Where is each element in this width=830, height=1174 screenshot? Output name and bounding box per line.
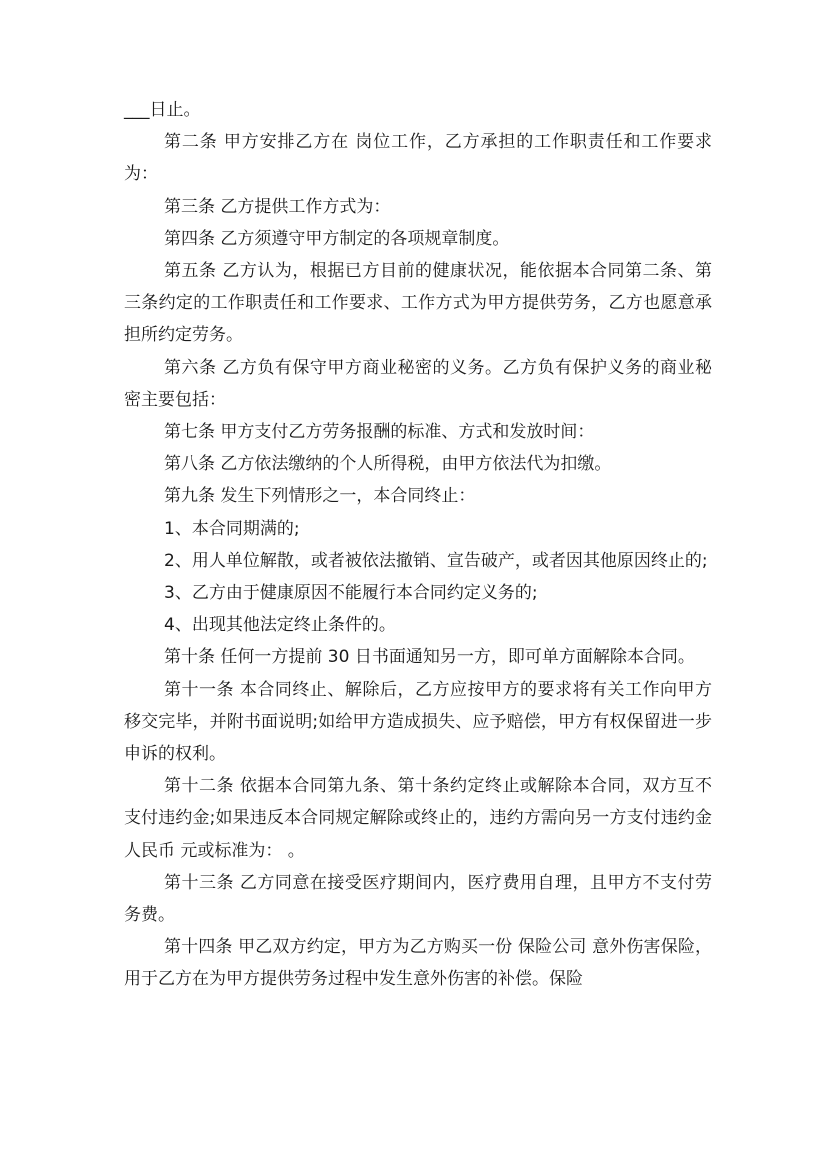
contract-paragraph: 第十二条 依据本合同第九条、第十条约定终止或解除本合同，双方互不支付违约金;如果违反本合同规定解除或终止的，违约方需向另一方支付违约金人民币 元或标准为： 。 [124,776,712,861]
contract-paragraph: 第七条 甲方支付乙方劳务报酬的标准、方式和发放时间： [164,422,595,443]
contract-paragraph: 第十条 任何一方提前 30 日书面通知另一方，即可单方面解除本合同。 [164,647,695,668]
contract-paragraph: 3、乙方由于健康原因不能履行本合同约定义务的; [164,583,538,604]
contract-paragraph: 2、用人单位解散，或者被依法撤销、宣告破产，或者因其他原因终止的; [164,550,708,571]
contract-paragraph: 4、出现其他法定终止条件的。 [164,615,396,636]
contract-paragraph: 第四条 乙方须遵守甲方制定的各项规章制度。 [164,228,510,249]
contract-paragraph: ___日止。 [124,100,201,120]
contract-paragraph: 第三条 乙方提供工作方式为： [164,196,391,217]
contract-paragraph: 第九条 发生下列情形之一，本合同终止： [164,486,476,507]
contract-paragraph: 第六条 乙方负有保守甲方商业秘密的义务。乙方负有保护义务的商业秘密主要包括： [124,357,712,410]
contract-paragraph: 第十一条 本合同终止、解除后，乙方应按甲方的要求将有关工作向甲方移交完毕，并附书面说明;如给甲方造成损失、应予赔偿，甲方有权保留进一步申诉的权利。 [124,679,712,765]
contract-paragraph: 第十四条 甲乙双方约定，甲方为乙方购买一份 保险公司 意外伤害保险，用于乙方在为甲方提供劳务过程中发生意外伤害的补偿。保险 [124,937,712,990]
contract-body [124,94,712,996]
contract-paragraph: 第五条 乙方认为，根据已方目前的健康状况，能依据本合同第二条、第三条约定的工作职责任和工作要求、工作方式为甲方提供劳务，乙方也愿意承担所约定劳务。 [124,261,712,346]
contract-paragraph: 第八条 乙方依法缴纳的个人所得税，由甲方依法代为扣缴。 [164,454,612,475]
contract-paragraph: 第二条 甲方安排乙方在 岗位工作，乙方承担的工作职责任和工作要求为： [124,132,712,185]
contract-paragraph: 1、本合同期满的; [164,518,300,539]
contract-paragraph: 第十三条 乙方同意在接受医疗期间内，医疗费用自理，且甲方不支付劳务费。 [124,872,712,926]
